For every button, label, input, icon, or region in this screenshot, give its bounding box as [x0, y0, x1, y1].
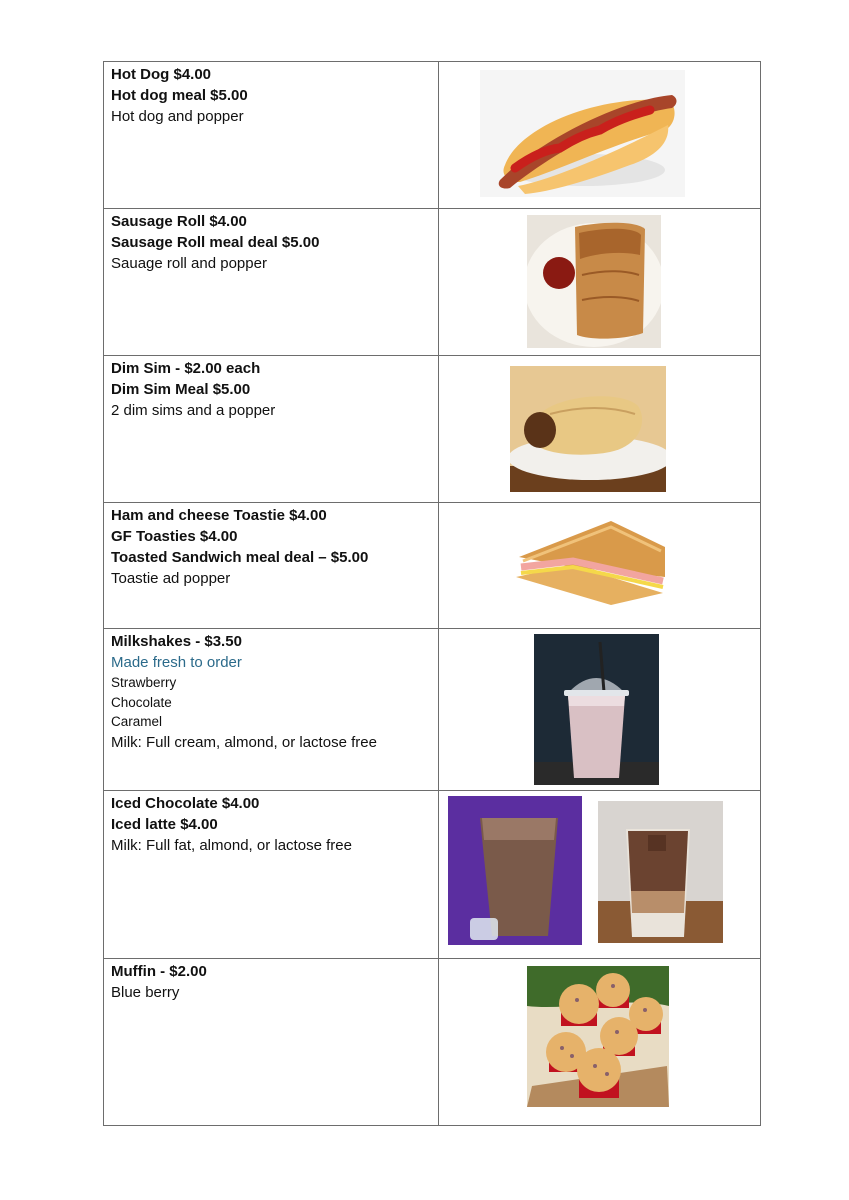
sausage-roll-meal-price: Sausage Roll meal deal $5.00 [111, 234, 320, 251]
muffin-text-cell [104, 959, 439, 1126]
toastie-price: Ham and cheese Toastie $4.00 [111, 507, 327, 524]
muffin-image-cell [439, 959, 761, 1126]
milkshake-flavour-chocolate: Chocolate [111, 694, 172, 710]
milkshakes-price: Milkshakes - $3.50 [111, 633, 242, 650]
muffin-price: Muffin - $2.00 [111, 963, 207, 980]
milkshakes-fresh-note: Made fresh to order [111, 654, 242, 671]
toastie-meal-price: Toasted Sandwich meal deal – $5.00 [111, 549, 369, 566]
dim-sim-meal-description: 2 dim sims and a popper [111, 402, 276, 419]
dim-sim-meal-price: Dim Sim Meal $5.00 [111, 381, 251, 398]
menu-row-iced-drinks [104, 791, 761, 959]
iced-image-cell [439, 791, 761, 959]
milkshakes-image-cell [439, 629, 761, 791]
iced-text-cell [104, 791, 439, 959]
iced-latte-photo [598, 801, 723, 943]
milkshake-milk-options: Milk: Full cream, almond, or lactose free [111, 733, 377, 751]
hotdog-price: Hot Dog $4.00 [111, 66, 212, 83]
sausage-roll-image-cell [439, 209, 761, 356]
gf-toastie-price: GF Toasties $4.00 [111, 528, 238, 545]
menu-row-hotdog [104, 62, 761, 209]
sausage-roll-price: Sausage Roll $4.00 [111, 213, 247, 230]
dim-sim-text-cell [104, 356, 439, 503]
hotdog-photo [480, 70, 685, 197]
milkshake-flavour-caramel: Caramel [111, 714, 163, 729]
menu-row-muffin [104, 959, 761, 1126]
menu-table [103, 61, 761, 1126]
iced-chocolate-price: Iced Chocolate $4.00 [111, 795, 260, 812]
dim-sim-photo [510, 366, 666, 492]
menu-row-toastie [104, 503, 761, 629]
muffin-photo [527, 966, 669, 1107]
toastie-photo [511, 517, 667, 607]
hotdog-text-cell [104, 62, 439, 209]
iced-milk-options: Milk: Full fat, almond, or lactose free [111, 837, 352, 854]
hotdog-image-cell [439, 62, 761, 209]
dim-sim-image-cell [439, 356, 761, 503]
hotdog-meal-description: Hot dog and popper [111, 108, 244, 125]
menu-row-dim-sim [104, 356, 761, 503]
sausage-roll-photo [527, 215, 661, 348]
iced-latte-price: Iced latte $4.00 [111, 816, 218, 833]
toastie-image-cell [439, 503, 761, 629]
dim-sim-price: Dim Sim - $2.00 each [111, 360, 261, 377]
sausage-roll-text-cell [104, 209, 439, 356]
toastie-meal-description: Toastie ad popper [111, 570, 231, 587]
sausage-roll-meal-description: Sauage roll and popper [111, 255, 267, 272]
hotdog-meal-price: Hot dog meal $5.00 [111, 87, 248, 104]
iced-chocolate-photo [448, 796, 582, 945]
muffin-flavour: Blue berry [111, 984, 180, 1001]
milkshakes-text-cell [104, 629, 439, 791]
menu-row-milkshakes [104, 629, 761, 791]
toastie-text-cell [104, 503, 439, 629]
milkshake-photo [534, 634, 659, 785]
menu-row-sausage-roll [104, 209, 761, 356]
milkshake-flavour-strawberry: Strawberry [111, 675, 177, 690]
